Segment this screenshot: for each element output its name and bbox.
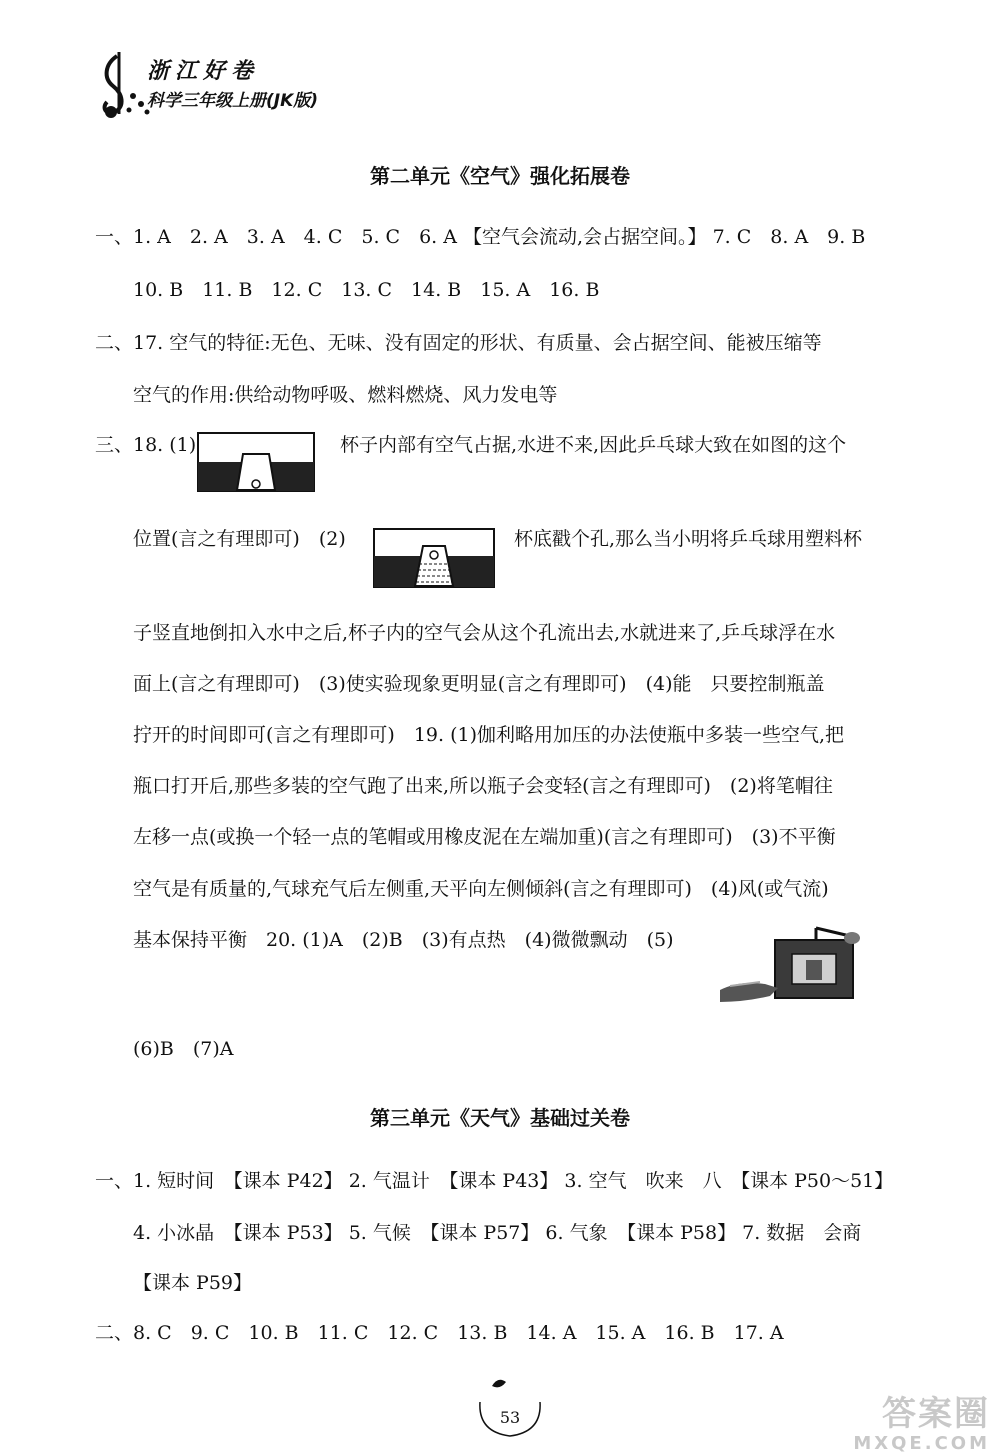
section2-line6-post: 杯底戳个孔,那么当小明将乒乓球用塑料杯 — [514, 528, 863, 550]
cup-figure-1 — [197, 432, 315, 492]
box-experiment-figure — [720, 922, 865, 1007]
section2-line5-post: 杯子内部有空气占据,水进不来,因此乒乓球大致在如图的这个 — [340, 434, 847, 456]
section2-title: 第二单元《空气》强化拓展卷 — [370, 164, 630, 188]
section2-line9: 拧开的时间即可(言之有理即可) 19. (1)伽利略用加压的办法使瓶中多装一些空气,把 — [133, 724, 845, 746]
brand-title: 浙江好卷 — [147, 59, 260, 84]
section2-line4: 空气的作用:供给动物呼吸、燃料燃烧、风力发电等 — [133, 384, 558, 406]
section2-line11: 左移一点(或换一个轻一点的笔帽或用橡皮泥在左端加重)(言之有理即可) (3)不平衡 — [133, 826, 836, 848]
header — [95, 48, 395, 128]
section3-line2: 4. 小冰晶 【课本 P53】 5. 气候 【课本 P57】 6. 气象 【课本 P58】 7. 数据 会商 — [133, 1222, 862, 1244]
page-number: 53 — [499, 1408, 521, 1427]
watermark-text: 答案圈 — [882, 1394, 990, 1434]
cup-figure-2 — [373, 528, 495, 588]
section3-line1: 一、1. 短时间 【课本 P42】 2. 气温计 【课本 P43】 3. 空气 吹来 八 【课本 P50～51】 — [95, 1170, 894, 1192]
page-number-ornament — [470, 1372, 550, 1442]
brand-subtitle: 科学三年级上册(JK版) — [147, 91, 319, 111]
section2-line13: 基本保持平衡 20. (1)A (2)B (3)有点热 (4)微微飘动 (5) — [133, 929, 674, 951]
music-note-icon — [95, 48, 155, 123]
watermark-url: MXQE.COM — [853, 1433, 990, 1454]
section2-line10: 瓶口打开后,那些多装的空气跑了出来,所以瓶子会变轻(言之有理即可) (2)将笔帽往 — [133, 775, 833, 797]
section3-line4: 二、8. C 9. C 10. B 11. C 12. C 13. B 14. A 15. A 16. B 17. A — [95, 1322, 784, 1344]
section2-line2: 10. B 11. B 12. C 13. C 14. B 15. A 16. B — [133, 279, 600, 301]
section2-line7: 子竖直地倒扣入水中之后,杯子内的空气会从这个孔流出去,水就进来了,乒乓球浮在水 — [133, 622, 836, 644]
section2-line3: 二、17. 空气的特征:无色、无味、没有固定的形状、有质量、会占据空间、能被压缩等 — [95, 332, 822, 354]
section2-line5-pre: 三、18. (1) — [95, 434, 197, 456]
section2-line12: 空气是有质量的,气球充气后左侧重,天平向左侧倾斜(言之有理即可) (4)风(或气流) — [133, 878, 829, 900]
section3-line3: 【课本 P59】 — [133, 1272, 253, 1294]
watermark — [790, 1395, 990, 1453]
section2-line6-pre: 位置(言之有理即可) (2) — [133, 528, 346, 550]
section2-line8: 面上(言之有理即可) (3)使实验现象更明显(言之有理即可) (4)能 只要控制瓶盖 — [133, 673, 825, 695]
section3-title: 第三单元《天气》基础过关卷 — [370, 1106, 630, 1130]
section2-line1: 一、1. A 2. A 3. A 4. C 5. C 6. A 【空气会流动,会占据空间。】 7. C 8. A 9. B — [95, 226, 866, 248]
section2-line14: (6)B (7)A — [133, 1038, 234, 1060]
